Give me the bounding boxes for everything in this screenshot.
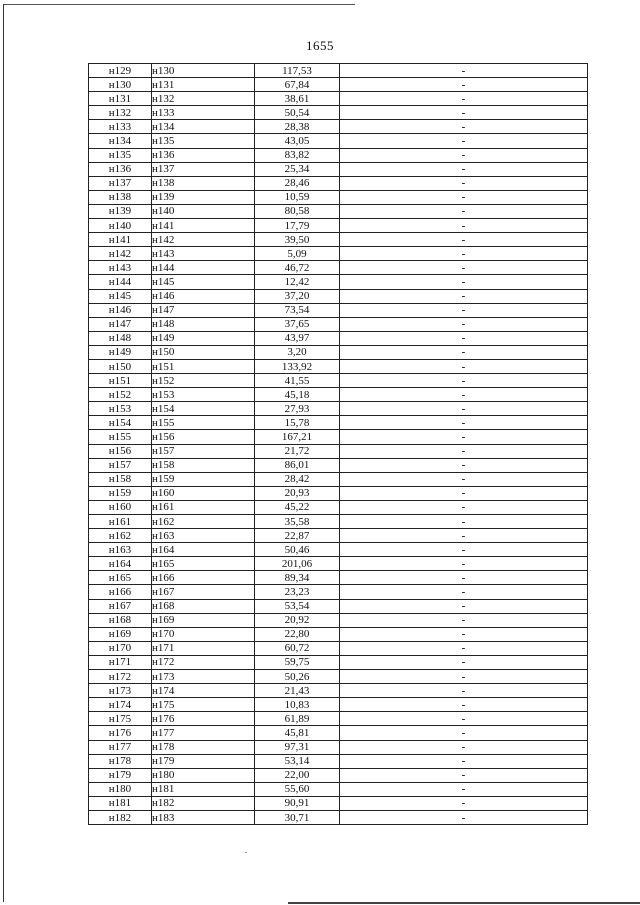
length-cell: 27,93 bbox=[255, 402, 340, 416]
length-cell: 167,21 bbox=[255, 430, 340, 444]
length-cell: 45,22 bbox=[255, 500, 340, 514]
length-cell: 17,79 bbox=[255, 219, 340, 233]
table-row bbox=[89, 810, 588, 824]
length-cell: 53,54 bbox=[255, 599, 340, 613]
extra-cell: - bbox=[340, 810, 588, 824]
extra-cell: - bbox=[340, 416, 588, 430]
length-cell: 73,54 bbox=[255, 303, 340, 317]
length-cell: 28,46 bbox=[255, 176, 340, 190]
point-to-cell: н162 bbox=[152, 515, 255, 529]
point-to-cell: н157 bbox=[152, 444, 255, 458]
point-to-cell: н144 bbox=[152, 261, 255, 275]
table-row bbox=[89, 430, 588, 444]
point-from-cell: н160 bbox=[89, 500, 152, 514]
point-to-cell: н137 bbox=[152, 162, 255, 176]
point-to-cell: н175 bbox=[152, 698, 255, 712]
point-from-cell: н154 bbox=[89, 416, 152, 430]
point-from-cell: н129 bbox=[89, 64, 152, 78]
point-from-cell: н175 bbox=[89, 712, 152, 726]
table-row bbox=[89, 655, 588, 669]
point-to-cell: н167 bbox=[152, 585, 255, 599]
extra-cell: - bbox=[340, 670, 588, 684]
point-from-cell: н145 bbox=[89, 289, 152, 303]
table-row bbox=[89, 219, 588, 233]
point-to-cell: н170 bbox=[152, 627, 255, 641]
point-from-cell: н143 bbox=[89, 261, 152, 275]
point-from-cell: н155 bbox=[89, 430, 152, 444]
point-to-cell: н140 bbox=[152, 204, 255, 218]
point-from-cell: н165 bbox=[89, 571, 152, 585]
point-from-cell: н166 bbox=[89, 585, 152, 599]
scan-top-border bbox=[3, 4, 355, 5]
scan-bottom-border bbox=[288, 902, 640, 904]
extra-cell: - bbox=[340, 148, 588, 162]
table-row bbox=[89, 359, 588, 373]
extra-cell: - bbox=[340, 317, 588, 331]
length-cell: 61,89 bbox=[255, 712, 340, 726]
point-from-cell: н141 bbox=[89, 233, 152, 247]
table-body bbox=[89, 64, 588, 825]
length-cell: 37,65 bbox=[255, 317, 340, 331]
length-cell: 23,23 bbox=[255, 585, 340, 599]
length-cell: 117,53 bbox=[255, 64, 340, 78]
point-to-cell: н179 bbox=[152, 754, 255, 768]
point-from-cell: н144 bbox=[89, 275, 152, 289]
table-row bbox=[89, 472, 588, 486]
extra-cell: - bbox=[340, 557, 588, 571]
extra-cell: - bbox=[340, 571, 588, 585]
table-row bbox=[89, 233, 588, 247]
point-from-cell: н176 bbox=[89, 726, 152, 740]
point-to-cell: н138 bbox=[152, 176, 255, 190]
table-row bbox=[89, 613, 588, 627]
extra-cell: - bbox=[340, 106, 588, 120]
table-row bbox=[89, 585, 588, 599]
point-from-cell: н146 bbox=[89, 303, 152, 317]
point-from-cell: н149 bbox=[89, 345, 152, 359]
extra-cell: - bbox=[340, 219, 588, 233]
extra-cell: - bbox=[340, 543, 588, 557]
table-row bbox=[89, 782, 588, 796]
length-cell: 20,93 bbox=[255, 486, 340, 500]
page-number: 1655 bbox=[306, 38, 334, 53]
length-cell: 86,01 bbox=[255, 458, 340, 472]
length-cell: 15,78 bbox=[255, 416, 340, 430]
point-from-cell: н134 bbox=[89, 134, 152, 148]
extra-cell: - bbox=[340, 233, 588, 247]
table-row bbox=[89, 176, 588, 190]
point-from-cell: н133 bbox=[89, 120, 152, 134]
length-cell: 43,05 bbox=[255, 134, 340, 148]
point-to-cell: н160 bbox=[152, 486, 255, 500]
table-row bbox=[89, 768, 588, 782]
length-cell: 38,61 bbox=[255, 92, 340, 106]
length-cell: 28,42 bbox=[255, 472, 340, 486]
point-from-cell: н173 bbox=[89, 684, 152, 698]
length-cell: 53,14 bbox=[255, 754, 340, 768]
extra-cell: - bbox=[340, 190, 588, 204]
extra-cell: - bbox=[340, 627, 588, 641]
point-from-cell: н181 bbox=[89, 796, 152, 810]
point-from-cell: н169 bbox=[89, 627, 152, 641]
point-from-cell: н167 bbox=[89, 599, 152, 613]
extra-cell: - bbox=[340, 359, 588, 373]
point-to-cell: н135 bbox=[152, 134, 255, 148]
table-row bbox=[89, 134, 588, 148]
point-to-cell: н180 bbox=[152, 768, 255, 782]
table-row bbox=[89, 204, 588, 218]
extra-cell: - bbox=[340, 754, 588, 768]
extra-cell: - bbox=[340, 458, 588, 472]
table-row bbox=[89, 190, 588, 204]
point-to-cell: н168 bbox=[152, 599, 255, 613]
extra-cell: - bbox=[340, 444, 588, 458]
point-from-cell: н152 bbox=[89, 388, 152, 402]
table-row bbox=[89, 275, 588, 289]
table-row bbox=[89, 388, 588, 402]
table-row bbox=[89, 458, 588, 472]
extra-cell: - bbox=[340, 247, 588, 261]
extra-cell: - bbox=[340, 345, 588, 359]
point-from-cell: н178 bbox=[89, 754, 152, 768]
point-to-cell: н181 bbox=[152, 782, 255, 796]
extra-cell: - bbox=[340, 782, 588, 796]
length-cell: 5,09 bbox=[255, 247, 340, 261]
extra-cell: - bbox=[340, 641, 588, 655]
length-cell: 22,80 bbox=[255, 627, 340, 641]
point-from-cell: н157 bbox=[89, 458, 152, 472]
point-from-cell: н163 bbox=[89, 543, 152, 557]
point-to-cell: н145 bbox=[152, 275, 255, 289]
length-cell: 3,20 bbox=[255, 345, 340, 359]
point-to-cell: н165 bbox=[152, 557, 255, 571]
point-from-cell: н147 bbox=[89, 317, 152, 331]
table-row bbox=[89, 627, 588, 641]
length-cell: 45,81 bbox=[255, 726, 340, 740]
extra-cell: - bbox=[340, 684, 588, 698]
point-from-cell: н159 bbox=[89, 486, 152, 500]
extra-cell: - bbox=[340, 176, 588, 190]
table-row bbox=[89, 557, 588, 571]
point-to-cell: н183 bbox=[152, 810, 255, 824]
point-from-cell: н171 bbox=[89, 655, 152, 669]
point-from-cell: н140 bbox=[89, 219, 152, 233]
point-to-cell: н166 bbox=[152, 571, 255, 585]
point-from-cell: н182 bbox=[89, 810, 152, 824]
length-cell: 133,92 bbox=[255, 359, 340, 373]
point-from-cell: н164 bbox=[89, 557, 152, 571]
extra-cell: - bbox=[340, 78, 588, 92]
extra-cell: - bbox=[340, 204, 588, 218]
length-cell: 201,06 bbox=[255, 557, 340, 571]
point-to-cell: н171 bbox=[152, 641, 255, 655]
point-to-cell: н178 bbox=[152, 740, 255, 754]
length-cell: 83,82 bbox=[255, 148, 340, 162]
point-to-cell: н156 bbox=[152, 430, 255, 444]
table-row bbox=[89, 543, 588, 557]
point-to-cell: н164 bbox=[152, 543, 255, 557]
extra-cell: - bbox=[340, 613, 588, 627]
table-row bbox=[89, 106, 588, 120]
table-row bbox=[89, 500, 588, 514]
extra-cell: - bbox=[340, 289, 588, 303]
point-from-cell: н158 bbox=[89, 472, 152, 486]
table-row bbox=[89, 670, 588, 684]
length-cell: 43,97 bbox=[255, 331, 340, 345]
point-to-cell: н131 bbox=[152, 78, 255, 92]
length-cell: 21,43 bbox=[255, 684, 340, 698]
extra-cell: - bbox=[340, 726, 588, 740]
point-to-cell: н159 bbox=[152, 472, 255, 486]
length-cell: 50,46 bbox=[255, 543, 340, 557]
table-row bbox=[89, 698, 588, 712]
extra-cell: - bbox=[340, 796, 588, 810]
point-from-cell: н177 bbox=[89, 740, 152, 754]
extra-cell: - bbox=[340, 402, 588, 416]
table-row bbox=[89, 726, 588, 740]
extra-cell: - bbox=[340, 712, 588, 726]
scan-left-border bbox=[3, 4, 4, 902]
point-from-cell: н132 bbox=[89, 106, 152, 120]
table-row bbox=[89, 529, 588, 543]
table-row bbox=[89, 303, 588, 317]
point-from-cell: н148 bbox=[89, 331, 152, 345]
extra-cell: - bbox=[340, 486, 588, 500]
extra-cell: - bbox=[340, 740, 588, 754]
length-cell: 22,00 bbox=[255, 768, 340, 782]
length-cell: 41,55 bbox=[255, 374, 340, 388]
length-cell: 12,42 bbox=[255, 275, 340, 289]
length-cell: 30,71 bbox=[255, 810, 340, 824]
extra-cell: - bbox=[340, 529, 588, 543]
point-from-cell: н135 bbox=[89, 148, 152, 162]
extra-cell: - bbox=[340, 331, 588, 345]
length-cell: 10,83 bbox=[255, 698, 340, 712]
length-cell: 35,58 bbox=[255, 515, 340, 529]
point-from-cell: н156 bbox=[89, 444, 152, 458]
point-from-cell: н162 bbox=[89, 529, 152, 543]
point-to-cell: н152 bbox=[152, 374, 255, 388]
point-from-cell: н179 bbox=[89, 768, 152, 782]
table-row bbox=[89, 331, 588, 345]
length-cell: 28,38 bbox=[255, 120, 340, 134]
point-to-cell: н161 bbox=[152, 500, 255, 514]
extra-cell: - bbox=[340, 698, 588, 712]
point-from-cell: н153 bbox=[89, 402, 152, 416]
point-to-cell: н163 bbox=[152, 529, 255, 543]
extra-cell: - bbox=[340, 303, 588, 317]
table-row bbox=[89, 92, 588, 106]
length-cell: 37,20 bbox=[255, 289, 340, 303]
point-from-cell: н142 bbox=[89, 247, 152, 261]
table-row bbox=[89, 345, 588, 359]
point-to-cell: н136 bbox=[152, 148, 255, 162]
length-cell: 21,72 bbox=[255, 444, 340, 458]
table-row bbox=[89, 162, 588, 176]
length-cell: 50,26 bbox=[255, 670, 340, 684]
extra-cell: - bbox=[340, 585, 588, 599]
point-from-cell: н161 bbox=[89, 515, 152, 529]
length-cell: 90,91 bbox=[255, 796, 340, 810]
table-row bbox=[89, 261, 588, 275]
extra-cell: - bbox=[340, 430, 588, 444]
table-row bbox=[89, 515, 588, 529]
point-from-cell: н137 bbox=[89, 176, 152, 190]
scan-speck bbox=[245, 852, 247, 853]
length-cell: 45,18 bbox=[255, 388, 340, 402]
point-to-cell: н148 bbox=[152, 317, 255, 331]
table-row bbox=[89, 796, 588, 810]
table-row bbox=[89, 78, 588, 92]
extra-cell: - bbox=[340, 261, 588, 275]
table-row bbox=[89, 416, 588, 430]
length-cell: 59,75 bbox=[255, 655, 340, 669]
table-row bbox=[89, 317, 588, 331]
table-row bbox=[89, 641, 588, 655]
point-from-cell: н138 bbox=[89, 190, 152, 204]
point-from-cell: н170 bbox=[89, 641, 152, 655]
table-row bbox=[89, 402, 588, 416]
point-from-cell: н168 bbox=[89, 613, 152, 627]
length-cell: 10,59 bbox=[255, 190, 340, 204]
point-to-cell: н149 bbox=[152, 331, 255, 345]
extra-cell: - bbox=[340, 120, 588, 134]
extra-cell: - bbox=[340, 655, 588, 669]
table-row bbox=[89, 120, 588, 134]
point-to-cell: н134 bbox=[152, 120, 255, 134]
point-to-cell: н147 bbox=[152, 303, 255, 317]
table-row bbox=[89, 148, 588, 162]
extra-cell: - bbox=[340, 92, 588, 106]
table-row bbox=[89, 599, 588, 613]
point-from-cell: н180 bbox=[89, 782, 152, 796]
table-row bbox=[89, 444, 588, 458]
point-to-cell: н158 bbox=[152, 458, 255, 472]
point-from-cell: н174 bbox=[89, 698, 152, 712]
point-to-cell: н177 bbox=[152, 726, 255, 740]
point-from-cell: н130 bbox=[89, 78, 152, 92]
extra-cell: - bbox=[340, 472, 588, 486]
point-to-cell: н143 bbox=[152, 247, 255, 261]
length-cell: 67,84 bbox=[255, 78, 340, 92]
extra-cell: - bbox=[340, 162, 588, 176]
point-to-cell: н154 bbox=[152, 402, 255, 416]
length-cell: 80,58 bbox=[255, 204, 340, 218]
point-to-cell: н155 bbox=[152, 416, 255, 430]
point-to-cell: н132 bbox=[152, 92, 255, 106]
point-to-cell: н173 bbox=[152, 670, 255, 684]
table-row bbox=[89, 754, 588, 768]
point-from-cell: н136 bbox=[89, 162, 152, 176]
point-to-cell: н151 bbox=[152, 359, 255, 373]
extra-cell: - bbox=[340, 500, 588, 514]
table-row bbox=[89, 289, 588, 303]
extra-cell: - bbox=[340, 768, 588, 782]
table-row bbox=[89, 740, 588, 754]
extra-cell: - bbox=[340, 275, 588, 289]
length-cell: 20,92 bbox=[255, 613, 340, 627]
length-cell: 50,54 bbox=[255, 106, 340, 120]
table-row bbox=[89, 374, 588, 388]
point-to-cell: н174 bbox=[152, 684, 255, 698]
point-from-cell: н150 bbox=[89, 359, 152, 373]
point-to-cell: н182 bbox=[152, 796, 255, 810]
length-cell: 97,31 bbox=[255, 740, 340, 754]
point-from-cell: н151 bbox=[89, 374, 152, 388]
table-row bbox=[89, 486, 588, 500]
boundary-segments-table bbox=[88, 63, 588, 825]
point-to-cell: н169 bbox=[152, 613, 255, 627]
extra-cell: - bbox=[340, 599, 588, 613]
point-to-cell: н141 bbox=[152, 219, 255, 233]
table-row bbox=[89, 247, 588, 261]
extra-cell: - bbox=[340, 374, 588, 388]
point-to-cell: н130 bbox=[152, 64, 255, 78]
length-cell: 22,87 bbox=[255, 529, 340, 543]
length-cell: 89,34 bbox=[255, 571, 340, 585]
point-to-cell: н139 bbox=[152, 190, 255, 204]
point-to-cell: н150 bbox=[152, 345, 255, 359]
point-to-cell: н142 bbox=[152, 233, 255, 247]
point-to-cell: н172 bbox=[152, 655, 255, 669]
length-cell: 46,72 bbox=[255, 261, 340, 275]
table-row bbox=[89, 571, 588, 585]
length-cell: 55,60 bbox=[255, 782, 340, 796]
extra-cell: - bbox=[340, 134, 588, 148]
length-cell: 39,50 bbox=[255, 233, 340, 247]
point-to-cell: н146 bbox=[152, 289, 255, 303]
point-to-cell: н176 bbox=[152, 712, 255, 726]
point-from-cell: н131 bbox=[89, 92, 152, 106]
extra-cell: - bbox=[340, 64, 588, 78]
length-cell: 25,34 bbox=[255, 162, 340, 176]
point-to-cell: н153 bbox=[152, 388, 255, 402]
table-row bbox=[89, 64, 588, 78]
extra-cell: - bbox=[340, 515, 588, 529]
point-from-cell: н139 bbox=[89, 204, 152, 218]
point-from-cell: н172 bbox=[89, 670, 152, 684]
table-row bbox=[89, 684, 588, 698]
length-cell: 60,72 bbox=[255, 641, 340, 655]
table-row bbox=[89, 712, 588, 726]
extra-cell: - bbox=[340, 388, 588, 402]
point-to-cell: н133 bbox=[152, 106, 255, 120]
